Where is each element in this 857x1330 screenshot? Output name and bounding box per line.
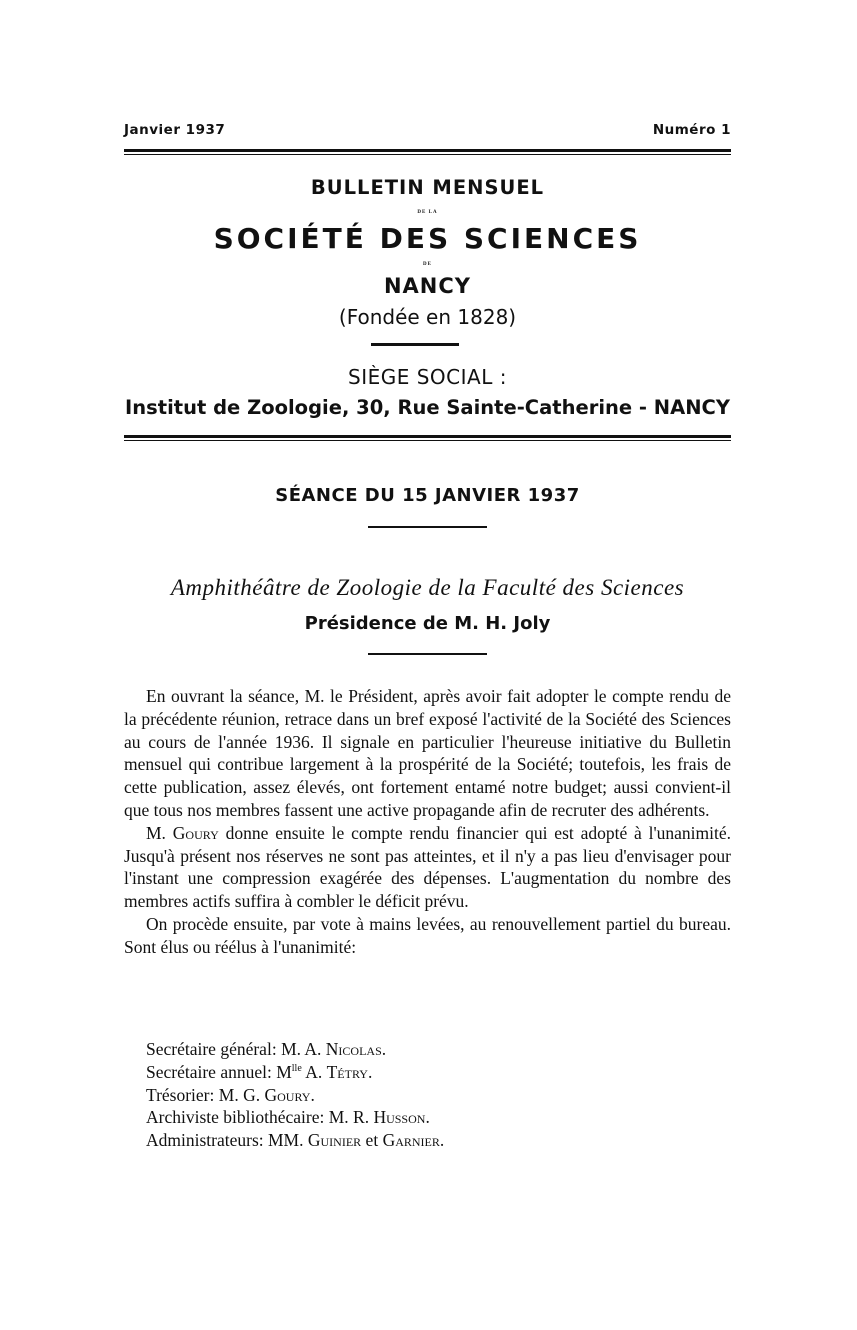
seat-label: SIÈGE SOCIAL : bbox=[348, 365, 507, 389]
session-title: SÉANCE DU 15 JANVIER 1937 bbox=[275, 485, 580, 506]
issue-date: Janvier 1937 bbox=[124, 122, 226, 138]
session-rule-1 bbox=[368, 526, 487, 528]
person-goury: Goury bbox=[172, 822, 219, 843]
session-location: Amphithéâtre de Zoologie de la Faculté des Sciences bbox=[170, 575, 685, 600]
officer-administrateurs: Administrateurs: MM. Guinier et Garnier. bbox=[146, 1130, 445, 1151]
officer-tresorier: Trésorier: M. G. Goury. bbox=[146, 1084, 315, 1105]
session-rule-2 bbox=[368, 653, 487, 655]
page-header bbox=[124, 122, 731, 138]
seat-address: Institut de Zoologie, 30, Rue Sainte-Catherine - NANCY bbox=[125, 396, 730, 419]
minutes-text bbox=[124, 685, 731, 959]
masthead-double-rule bbox=[124, 435, 731, 441]
issue-number: Numéro 1 bbox=[652, 122, 731, 138]
paragraph-elections: On procède ensuite, par vote à mains levées, au renouvellement partiel du bureau. Sont élus ou réélus à l'unanimité: bbox=[124, 913, 731, 957]
founded-line: (Fondée en 1828) bbox=[338, 305, 517, 329]
paragraph-opening: En ouvrant la séance, M. le Président, après avoir fait adopter le compte rendu de la précédente réunion, retrace dans un bref exposé l'activité de la Société des Sciences au cours de l'année 1936. Il signale en particulier l'heureuse initiative du Bulletin mensuel qui contribue largement à la prospérité de la Société; toutefois, les frais de cette publication, assez élevés, ont fortement entamé notre budget; aussi convient-il que tous nos membres fassent une active propagande afin de recruter des adhérents. bbox=[124, 686, 731, 820]
session-presidency: Présidence de M. H. Joly bbox=[304, 613, 551, 634]
officer-archiviste: Archiviste bibliothécaire: M. R. Husson. bbox=[146, 1107, 430, 1128]
masthead-de: DE bbox=[423, 262, 432, 267]
masthead-rule bbox=[371, 343, 459, 346]
header-double-rule bbox=[124, 149, 731, 155]
masthead-de-la: DE LA bbox=[417, 210, 438, 215]
masthead-nancy: NANCY bbox=[383, 274, 472, 298]
officer-secretaire-general: Secrétaire général: M. A. Nicolas. bbox=[146, 1039, 387, 1059]
officers-list bbox=[146, 1038, 444, 1152]
masthead-bulletin: BULLETIN MENSUEL bbox=[310, 176, 545, 199]
officer-secretaire-annuel: Secrétaire annuel: $M^{lle}$ A. Tétry. bbox=[146, 1061, 373, 1082]
paragraph-finances: M. Goury donne ensuite le compte rendu financier qui est adopté à l'unanimité. Jusqu'à présent nos réserves ne sont pas atteintes, et il n'y a pas lieu d'envisager pour l'instant une compression exagérée des dépenses. L'augmentation du nombre des membres actifs suffira à combler le déficit prévu. bbox=[124, 822, 732, 912]
masthead-societe: SOCIÉTÉ DES SCIENCES bbox=[213, 222, 642, 255]
